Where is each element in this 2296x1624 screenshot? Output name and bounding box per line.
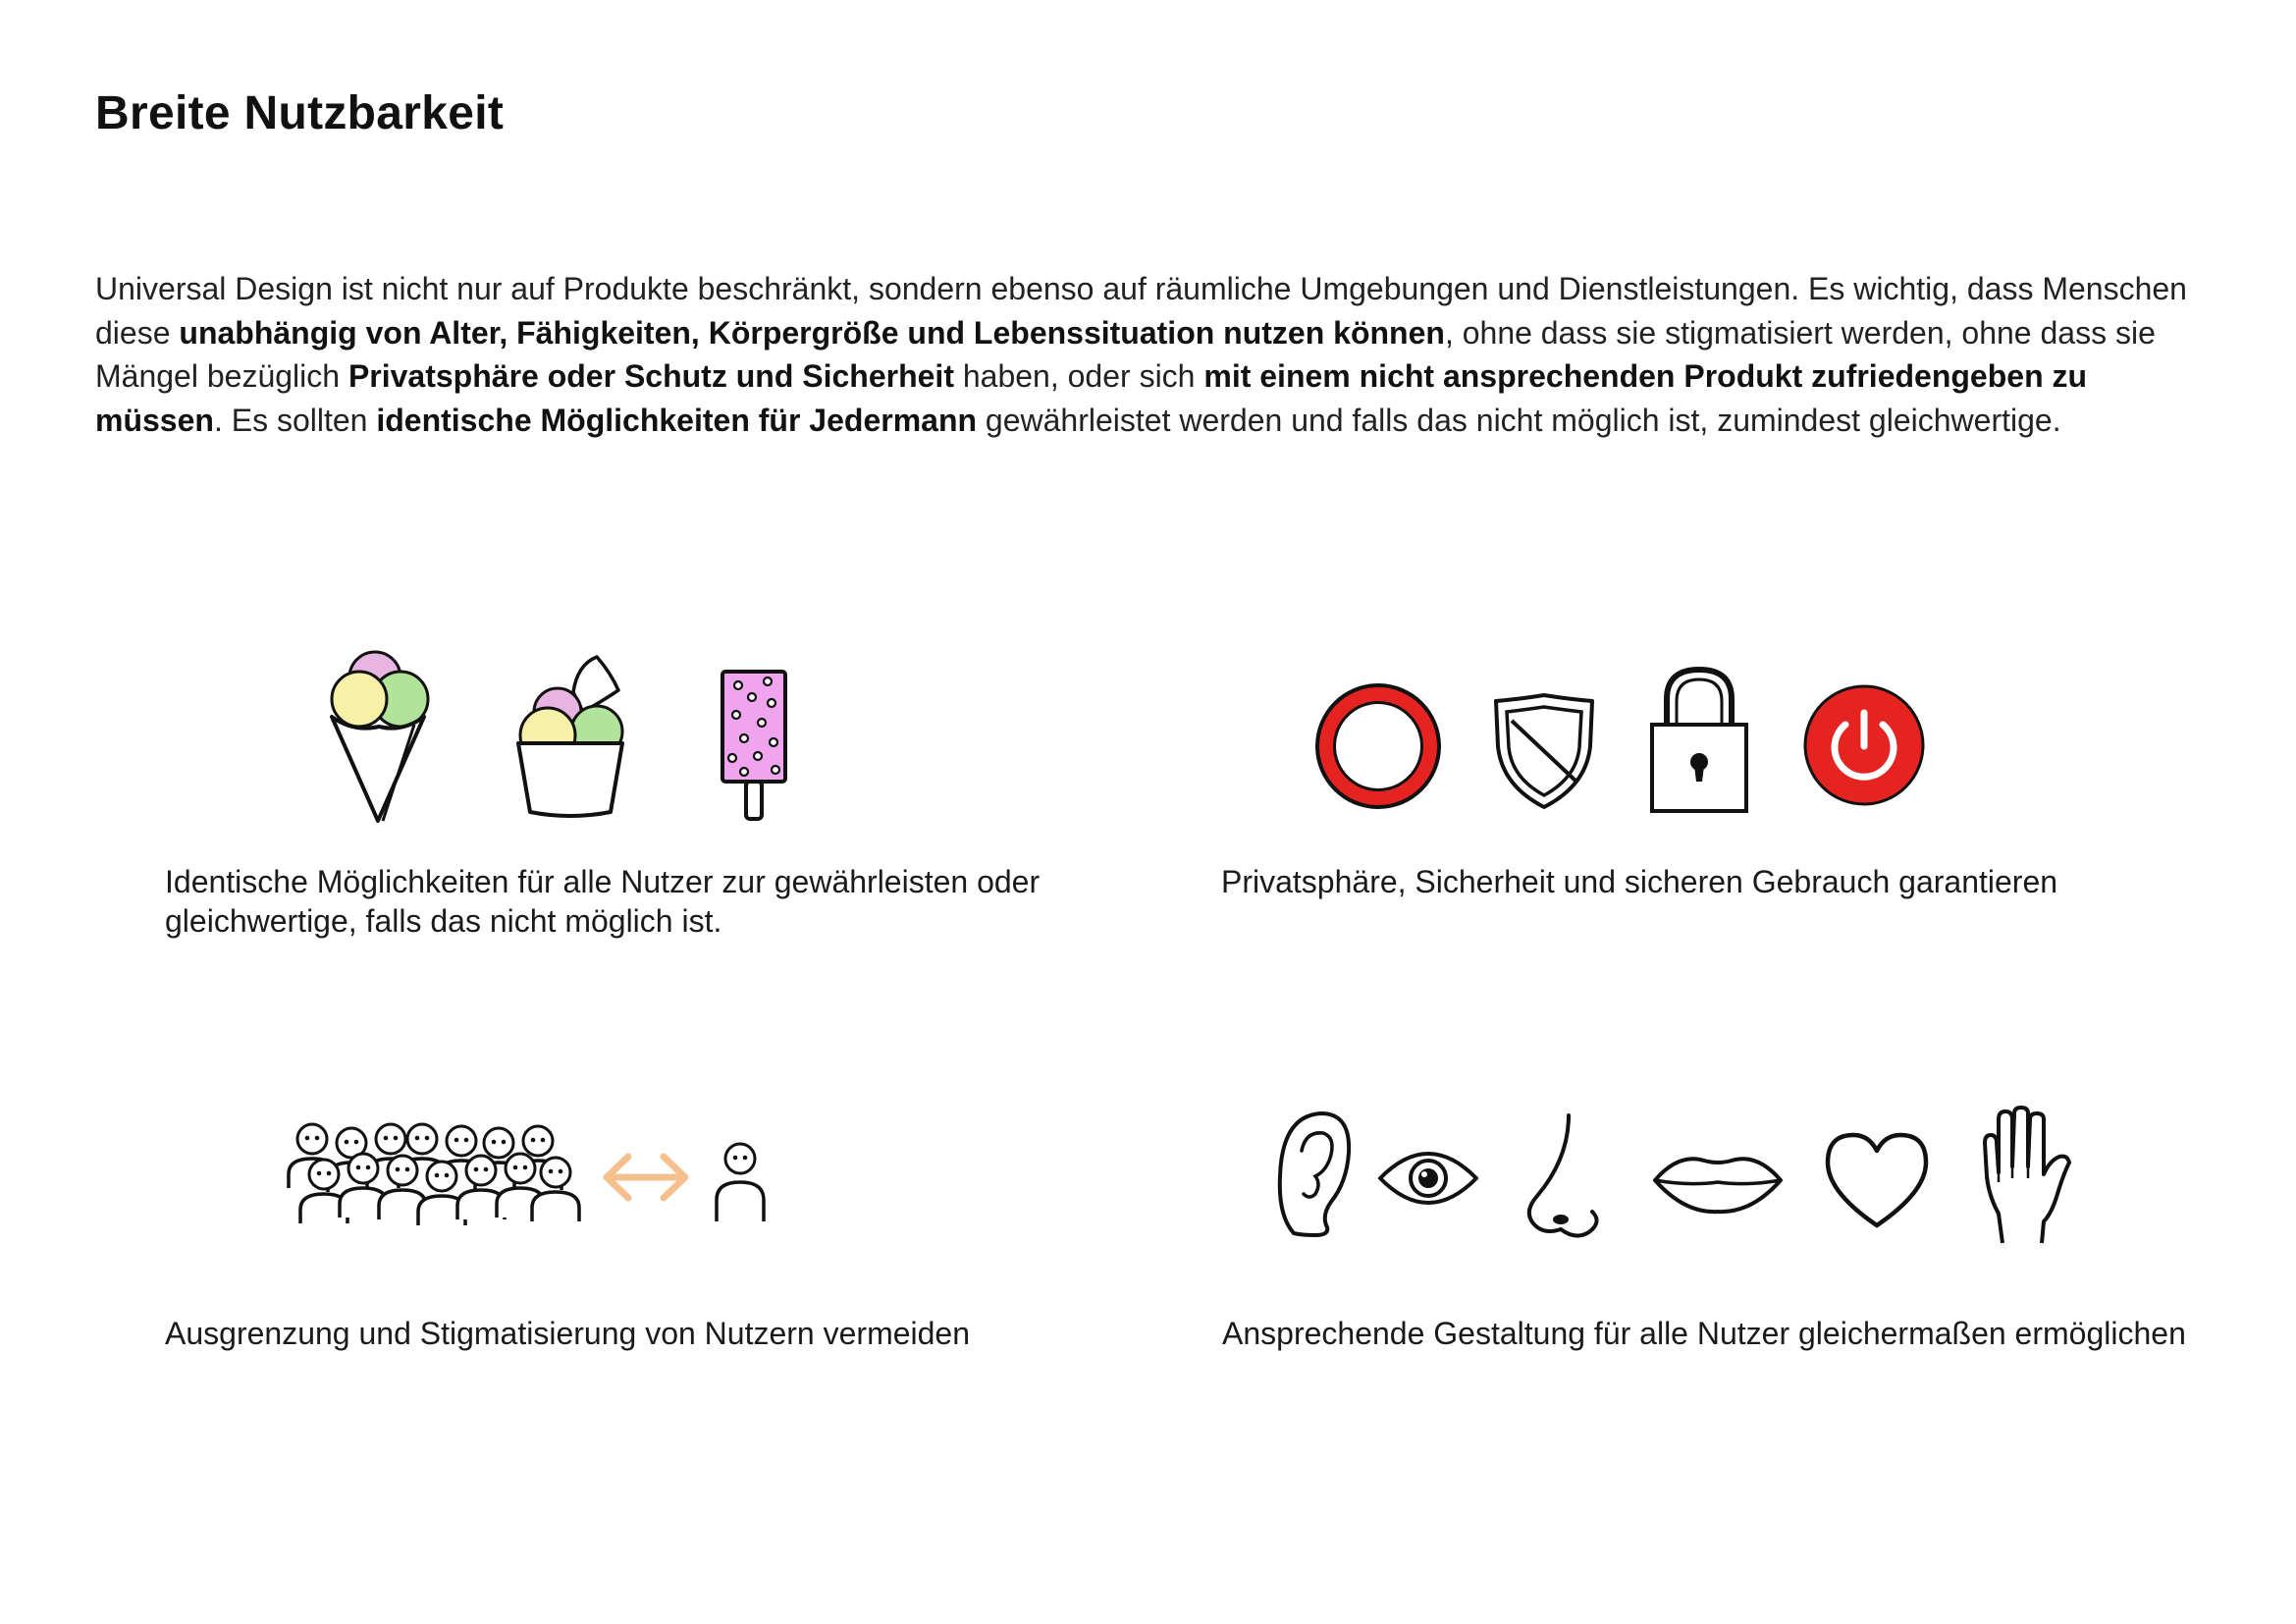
intro-text-2: , ohne dass sie stigmatisiert werden, ohne dass sie Mängel bezüglich [95,314,2156,394]
caption-equal-options: Identische Möglichkeiten für alle Nutzer zur gewährleisten oder gleichwertige, falls das nicht möglich ist. [165,864,1041,939]
caption-no-stigma: Ausgrenzung und Stigmatisierung von Nutzern vermeiden [165,1316,971,1351]
page-title: Breite Nutzbarkeit [95,87,505,139]
ear-icon [1272,1108,1355,1239]
hand-icon [1973,1106,2077,1247]
lips-icon [1649,1147,1787,1218]
intro-text-3: haben, oder sich [953,358,1204,394]
power-button-icon [1802,683,1926,807]
intro-text-4: . Es sollten [213,402,377,438]
shield-icon [1490,691,1598,811]
crowd-icon [285,1119,589,1227]
intro-text-1: Universal Design ist nicht nur auf Produkte beschränkt, sondern ebenso auf räumliche Umgebungen und Dienstleistungen. Es wichtig, dass Menschen diese [95,271,2187,351]
nose-icon [1518,1110,1606,1243]
intro-bold-4: identische Möglichkeiten für Jedermann [376,402,978,438]
person-icon [711,1139,770,1223]
caption-appeal: Ansprechende Gestaltung für alle Nutzer gleichermaßen ermöglichen [1222,1316,2186,1351]
intro-bold-3: mit einem nicht ansprechenden Produkt zufriedengeben zu müssen [95,358,2088,438]
heart-icon [1822,1129,1932,1231]
eye-icon [1374,1139,1482,1218]
double-arrow-icon [601,1149,691,1206]
intro-bold-1: unabhängig von Alter, Fähigkeiten, Körpergröße und Lebenssituation nutzen können [179,314,1445,351]
popsicle-icon [717,668,791,825]
intro-bold-2: Privatsphäre oder Schutz und Sicherheit [347,358,954,394]
padlock-icon [1647,664,1751,817]
caption-privacy-security: Privatsphäre, Sicherheit und sicheren Gebrauch garantieren [1221,864,2058,899]
intro-text-5: gewährleistet werden und falls das nicht möglich ist, zumindest gleichwertige. [977,402,2061,438]
intro-paragraph [95,267,2216,442]
red-ring-icon [1309,677,1447,815]
ice-cream-cup-icon [512,653,630,820]
ice-cream-cone-icon [324,648,432,825]
